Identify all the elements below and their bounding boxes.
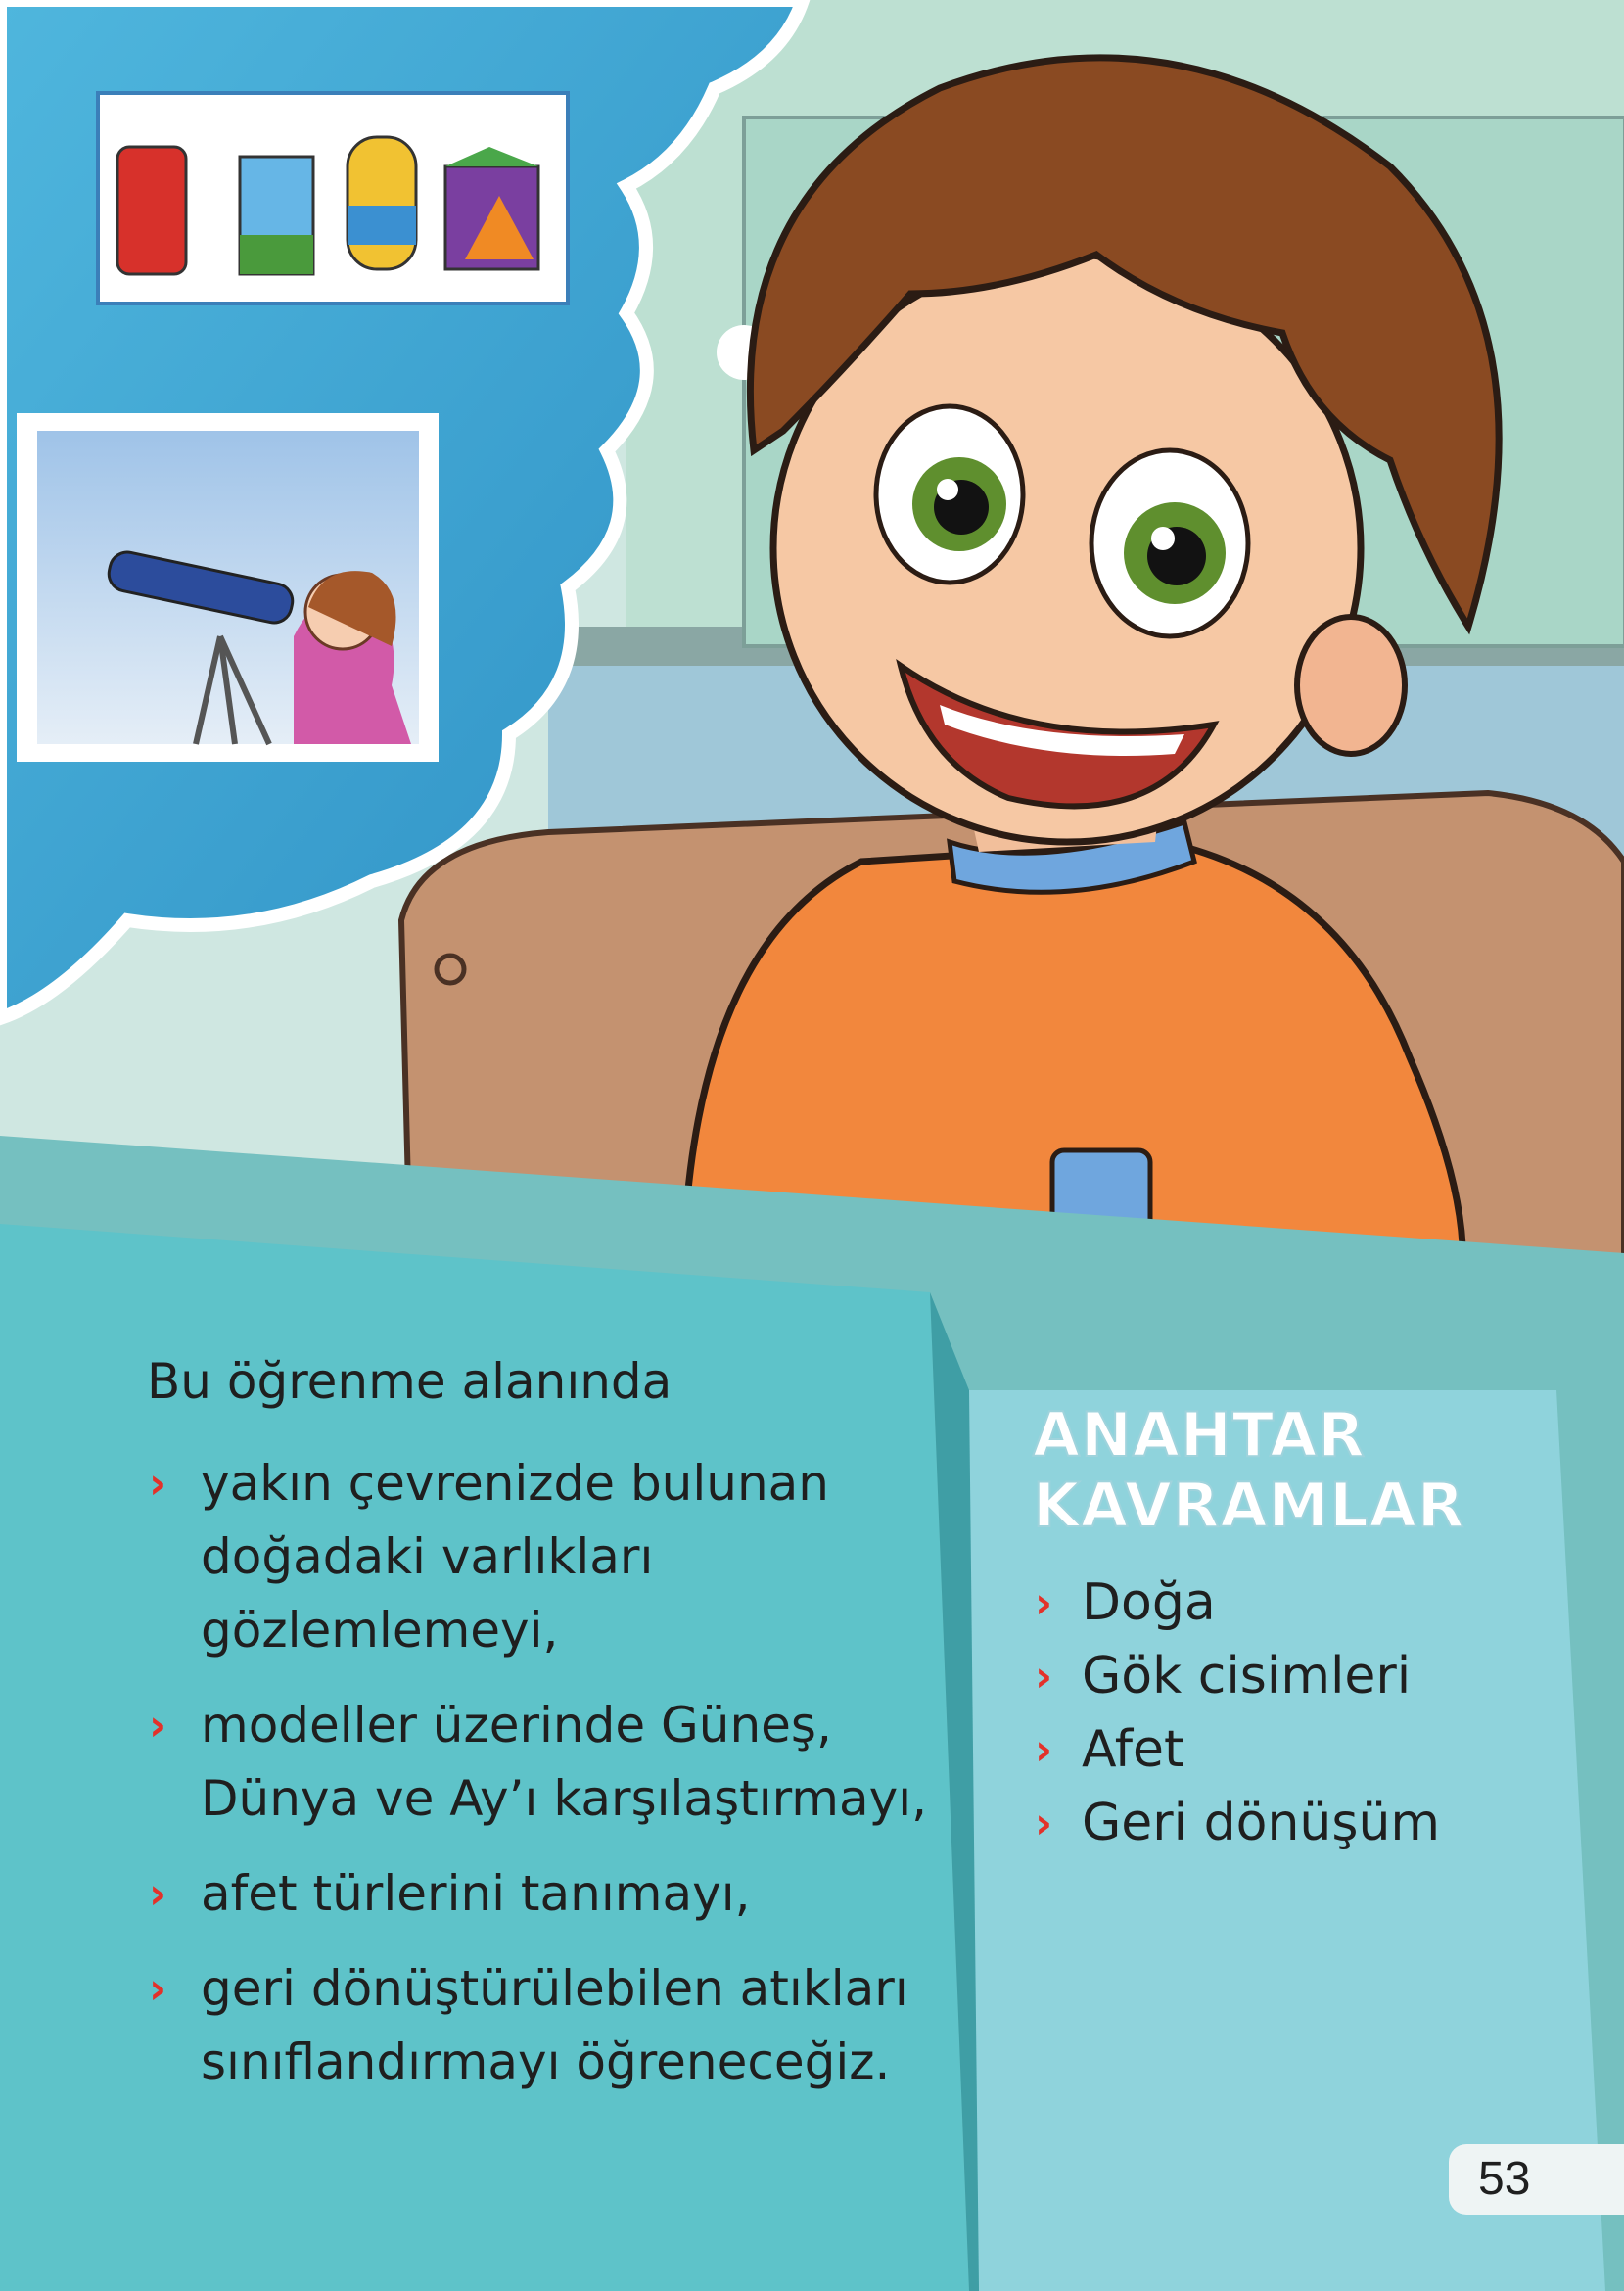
key-concepts-panel	[1033, 1400, 1542, 1860]
telescope-girl-icon	[20, 416, 436, 759]
list-item	[1033, 1640, 1542, 1713]
list-item	[147, 1857, 950, 1931]
key-concept-text: Afet	[1082, 1720, 1184, 1779]
key-concept-text: Geri dönüşüm	[1082, 1794, 1441, 1852]
page-number: 53	[1449, 2144, 1624, 2215]
list-item	[1033, 1713, 1542, 1787]
objective-text: afet türlerini tanımayı,	[201, 1865, 751, 1922]
key-concept-text: Gök cisimleri	[1082, 1647, 1412, 1706]
boy-icon	[685, 58, 1499, 1302]
chevron-right-icon: ›	[149, 1964, 167, 2014]
list-item	[147, 1447, 950, 1667]
objective-text: yakın çevrenizde bulunan doğadaki varlıkları gözlemlemeyi,	[201, 1455, 829, 1659]
key-title-line1: ANAHTAR	[1033, 1399, 1366, 1471]
key-concept-text: Doğa	[1082, 1573, 1216, 1632]
key-concepts-list	[1033, 1566, 1542, 1860]
recycled-containers-icon	[98, 93, 568, 304]
list-item	[147, 1689, 950, 1836]
list-item	[147, 1952, 950, 2099]
list-item	[1033, 1566, 1542, 1640]
chevron-right-icon: ›	[1035, 1799, 1053, 1848]
objective-text: geri dönüştürülebilen atıkları sınıflandırmayı öğreneceğiz.	[201, 1960, 908, 2090]
list-item	[1033, 1787, 1542, 1860]
chevron-right-icon: ›	[149, 1869, 167, 1919]
objectives-intro: Bu öğrenme alanında	[147, 1353, 673, 1410]
chevron-right-icon: ›	[149, 1701, 167, 1751]
key-title-line2: KAVRAMLAR	[1033, 1470, 1465, 1541]
chevron-right-icon: ›	[149, 1459, 167, 1509]
chevron-right-icon: ›	[1035, 1652, 1053, 1702]
key-concepts-title	[1033, 1400, 1542, 1541]
objectives-panel	[147, 1351, 950, 2121]
objectives-list	[147, 1447, 950, 2099]
objective-text: modeller üzerinde Güneş, Dünya ve Ay’ı karşılaştırmayı,	[201, 1697, 928, 1827]
chevron-right-icon: ›	[1035, 1725, 1053, 1775]
chevron-right-icon: ›	[1035, 1578, 1053, 1628]
